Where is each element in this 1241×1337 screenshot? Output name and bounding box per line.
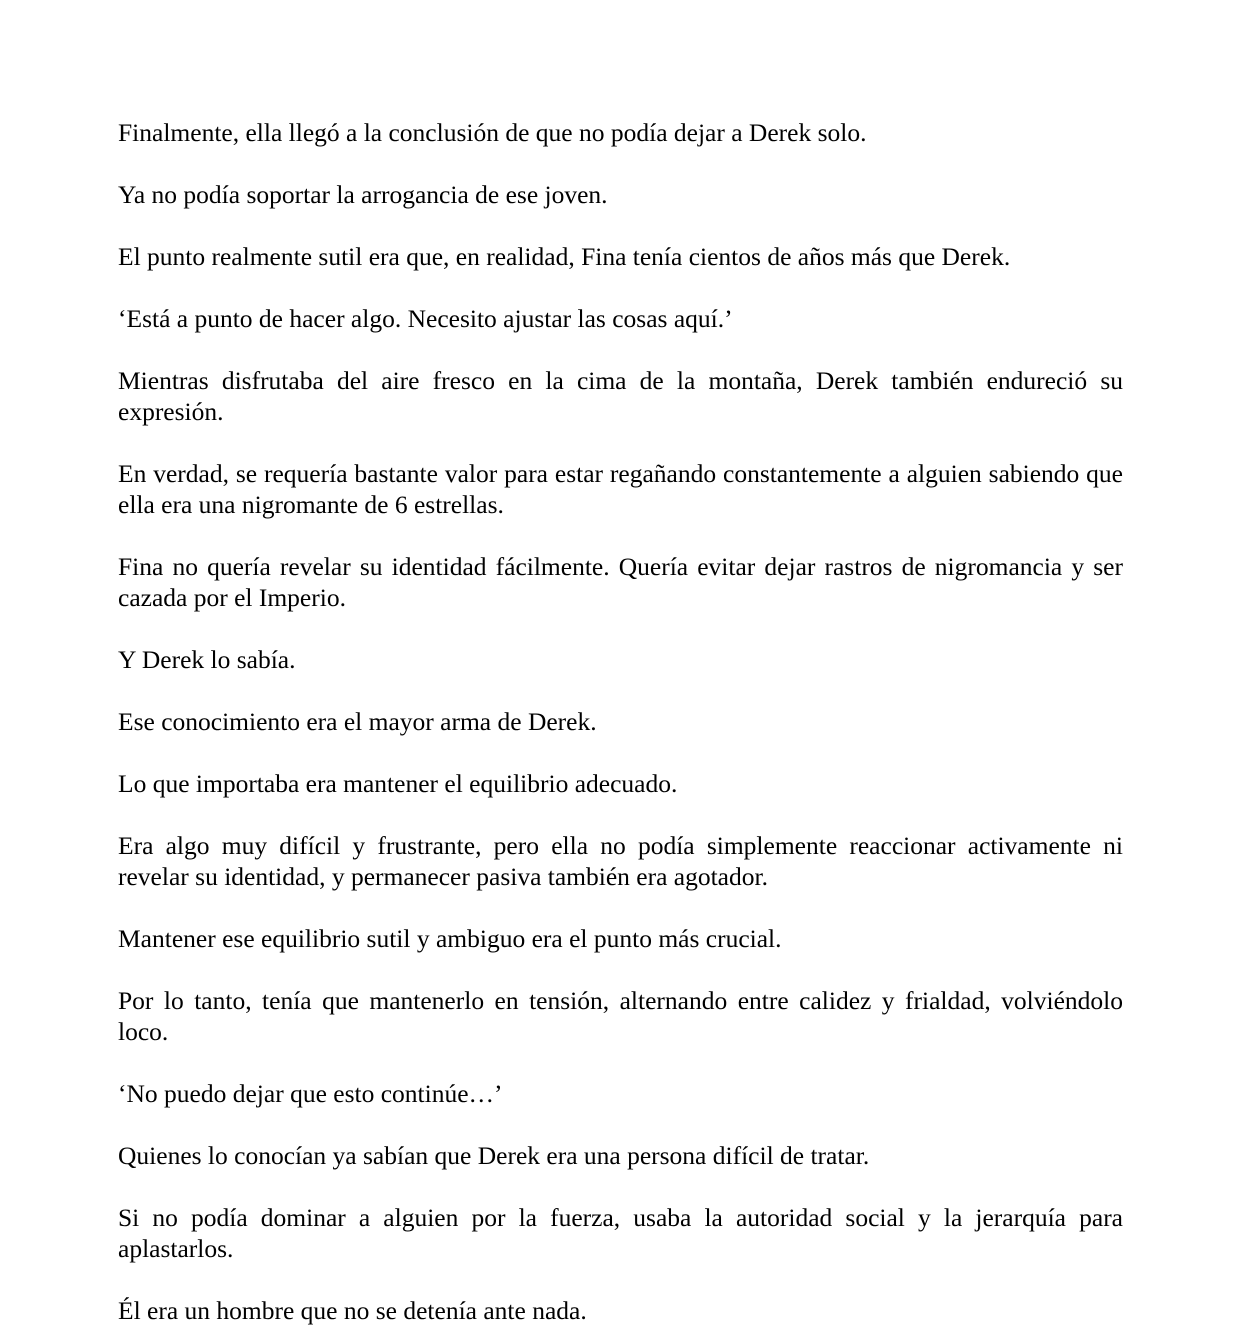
paragraph: Él era un hombre que no se detenía ante nada. [118, 1296, 587, 1325]
paragraph: Ya no podía soportar la arrogancia de ese joven. [118, 180, 608, 209]
paragraph: En verdad, se requería bastante valor para estar regañando constantemente a alguien sabiendo que ella era una nigromante de 6 estrellas. [118, 459, 1123, 519]
paragraph: ‘No puedo dejar que esto continúe…’ [118, 1079, 503, 1108]
paragraph: Mientras disfrutaba del aire fresco en la cima de la montaña, Derek también endureció su expresión. [118, 366, 1123, 426]
paragraph: Era algo muy difícil y frustrante, pero ella no podía simplemente reaccionar activamente ni revelar su identidad, y permanecer pasiva también era agotador. [118, 831, 1123, 891]
paragraph: Finalmente, ella llegó a la conclusión de que no podía dejar a Derek solo. [118, 118, 867, 147]
paragraph: Mantener ese equilibrio sutil y ambiguo era el punto más crucial. [118, 924, 782, 953]
paragraph: ‘Está a punto de hacer algo. Necesito ajustar las cosas aquí.’ [118, 304, 733, 333]
paragraph: El punto realmente sutil era que, en realidad, Fina tenía cientos de años más que Derek. [118, 242, 1011, 271]
paragraph: Si no podía dominar a alguien por la fuerza, usaba la autoridad social y la jerarquía para aplastarlos. [118, 1203, 1123, 1263]
paragraph: Por lo tanto, tenía que mantenerlo en tensión, alternando entre calidez y frialdad, volviéndolo loco. [118, 986, 1123, 1046]
paragraph: Fina no quería revelar su identidad fácilmente. Quería evitar dejar rastros de nigromancia y ser cazada por el Imperio. [118, 552, 1123, 612]
paragraph: Lo que importaba era mantener el equilibrio adecuado. [118, 769, 678, 798]
paragraph: Quienes lo conocían ya sabían que Derek era una persona difícil de tratar. [118, 1141, 870, 1170]
document-body [118, 117, 1123, 1326]
paragraph: Y Derek lo sabía. [118, 645, 296, 674]
paragraph: Ese conocimiento era el mayor arma de Derek. [118, 707, 597, 736]
